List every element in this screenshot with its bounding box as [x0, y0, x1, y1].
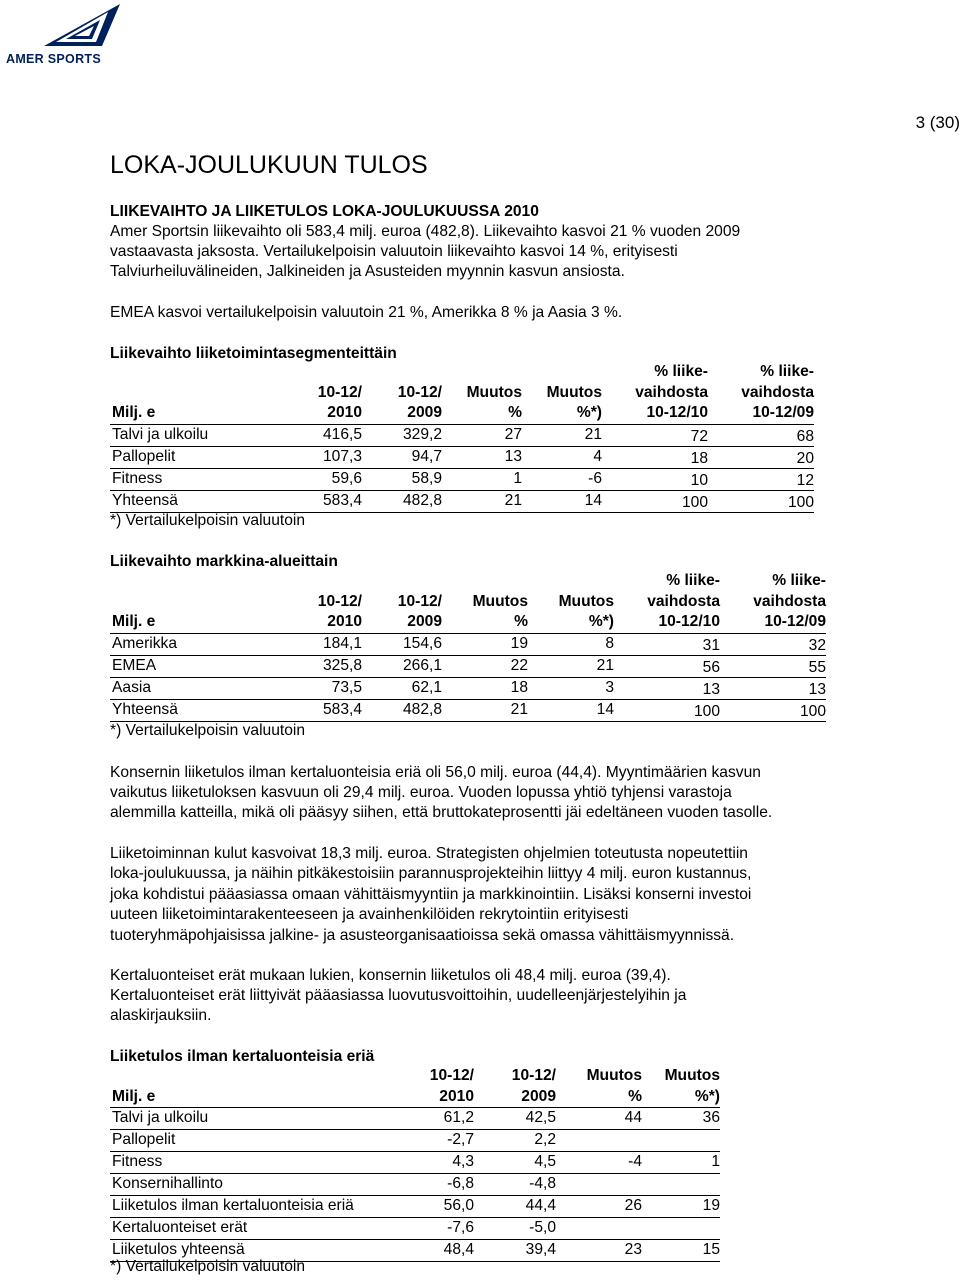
segment-table-caption: Liikevaihto liiketoimintasegmenteittäin [110, 345, 397, 362]
table-cell: -6,8 [374, 1174, 474, 1196]
table-row [110, 633, 826, 655]
table-cell: 4,3 [374, 1152, 474, 1174]
table-row [110, 468, 814, 490]
amer-sports-logo [4, 2, 128, 68]
table-row [110, 1152, 720, 1174]
table-cell: 36 [642, 1108, 720, 1130]
table-cell: 583,4 [286, 490, 362, 512]
table-cell: 8 [528, 633, 614, 655]
table-row [110, 424, 814, 446]
header-cell: 10-12/ 2009 [362, 362, 442, 424]
profit-para-line-2: vaikutus liiketuloksen kasvuun oli 29,4 milj. euroa. Vuoden lopussa yhtiö tyhjensi varastoja [110, 784, 732, 801]
nonrecurring-para-line-1: Kertaluonteiset erät mukaan lukien, konsernin liiketulos oli 48,4 milj. euroa (39,4). [110, 967, 671, 984]
table-row [110, 1174, 720, 1196]
page-title: LOKA-JOULUKUUN TULOS [110, 151, 428, 179]
table-cell: EMEA [110, 655, 286, 677]
table-cell [556, 1130, 642, 1152]
header-cell: Muutos % [556, 1066, 642, 1108]
table-cell: 73,5 [286, 677, 362, 699]
table-cell: Fitness [110, 468, 286, 490]
table-cell: 61,2 [374, 1108, 474, 1130]
table-row [110, 446, 814, 468]
table-cell: 72 [602, 424, 708, 446]
table-cell: 13 [614, 677, 720, 699]
header-cell: Muutos %*) [528, 571, 614, 633]
header-cell: 10-12/ 2009 [362, 571, 442, 633]
table-cell: 21 [442, 490, 522, 512]
header-cell: % liike- vaihdosta 10-12/09 [720, 571, 826, 633]
table-cell: Fitness [110, 1152, 374, 1174]
table-row [110, 490, 814, 512]
table-cell: 32 [720, 633, 826, 655]
table-cell: Liiketulos yhteensä [110, 1240, 374, 1262]
table-cell: 416,5 [286, 424, 362, 446]
logo-text: AMER SPORTS [6, 52, 101, 66]
table-row [110, 1130, 720, 1152]
table-cell: Pallopelit [110, 446, 286, 468]
table-cell: 21 [522, 424, 602, 446]
section-heading: LIIKEVAIHTO JA LIIKETULOS LOKA-JOULUKUUSSA 2010 [110, 203, 539, 220]
table-row [110, 677, 826, 699]
market-table-header [110, 571, 826, 633]
table-cell: 12 [708, 468, 814, 490]
table-row [110, 699, 826, 721]
table-cell: 19 [442, 633, 528, 655]
table-cell: Liiketulos ilman kertaluonteisia eriä [110, 1196, 374, 1218]
table-cell [556, 1218, 642, 1240]
header-cell: Muutos % [442, 571, 528, 633]
intro-line-1: Amer Sportsin liikevaihto oli 583,4 milj. euroa (482,8). Liikevaihto kasvoi 21 % vuoden 2009 [110, 223, 741, 240]
table-cell: 19 [642, 1196, 720, 1218]
op-table-footnote: *) Vertailukelpoisin valuutoin [110, 1258, 306, 1275]
market-table-footnote: *) Vertailukelpoisin valuutoin [110, 722, 306, 739]
table-cell [642, 1130, 720, 1152]
table-cell: Aasia [110, 677, 286, 699]
table-cell: 68 [708, 424, 814, 446]
table-cell: -5,0 [474, 1218, 556, 1240]
table-cell: 59,6 [286, 468, 362, 490]
table-cell: Talvi ja ulkoilu [110, 424, 286, 446]
op-table-header [110, 1066, 720, 1108]
table-cell: 56,0 [374, 1196, 474, 1218]
table-cell: 55 [720, 655, 826, 677]
intro-line-3: Talviurheiluvälineiden, Jalkineiden ja Asusteiden myynnin kasvun ansiosta. [110, 263, 625, 280]
header-cell: Milj. e [110, 571, 286, 633]
table-cell: -6 [522, 468, 602, 490]
profit-para-line-1: Konsernin liiketulos ilman kertaluonteisia eriä oli 56,0 milj. euroa (44,4). Myyntimäärien kasvun [110, 764, 761, 781]
table-cell: 42,5 [474, 1108, 556, 1130]
table-cell: 100 [602, 490, 708, 512]
table-cell: 21 [528, 655, 614, 677]
table-cell: 482,8 [362, 699, 442, 721]
costs-para-line-5: tuoteryhmäpohjaisissa jalkine- ja asusteorganisaatioissa sekä omassa vähittäismyynnissä. [110, 927, 735, 944]
op-table-caption: Liiketulos ilman kertaluonteisia eriä [110, 1048, 375, 1065]
segment-table [110, 362, 814, 513]
page-number: 3 (30) [915, 113, 960, 132]
table-cell: Amerikka [110, 633, 286, 655]
table-cell: Pallopelit [110, 1130, 374, 1152]
table-cell: 583,4 [286, 699, 362, 721]
table-cell: 14 [528, 699, 614, 721]
table-cell: Talvi ja ulkoilu [110, 1108, 374, 1130]
table-cell: 10 [602, 468, 708, 490]
header-cell: Milj. e [110, 362, 286, 424]
table-cell: 21 [442, 699, 528, 721]
market-table-caption: Liikevaihto markkina-alueittain [110, 553, 338, 570]
table-cell: 15 [642, 1240, 720, 1262]
table-cell: 56 [614, 655, 720, 677]
table-cell: 26 [556, 1196, 642, 1218]
table-cell: Kertaluonteiset erät [110, 1218, 374, 1240]
table-cell: 13 [442, 446, 522, 468]
table-cell: -7,6 [374, 1218, 474, 1240]
table-cell: 39,4 [474, 1240, 556, 1262]
table-cell: 18 [442, 677, 528, 699]
nonrecurring-para-line-3: alaskirjauksiin. [110, 1007, 212, 1024]
table-cell: Konsernihallinto [110, 1174, 374, 1196]
operating-profit-table [110, 1066, 720, 1262]
table-cell: 62,1 [362, 677, 442, 699]
table-cell: 20 [708, 446, 814, 468]
table-cell: 4 [522, 446, 602, 468]
table-cell: 1 [642, 1152, 720, 1174]
table-cell: 1 [442, 468, 522, 490]
table-cell [642, 1174, 720, 1196]
costs-para-line-4: uuteen liiketoimintarakenteeseen ja avainhenkilöiden rekrytointiin erityisesti [110, 906, 629, 923]
table-cell: 107,3 [286, 446, 362, 468]
table-cell: 325,8 [286, 655, 362, 677]
table-cell: 22 [442, 655, 528, 677]
table-cell: 4,5 [474, 1152, 556, 1174]
table-cell: 482,8 [362, 490, 442, 512]
table-row [110, 1218, 720, 1240]
table-cell: 48,4 [374, 1240, 474, 1262]
header-cell: 10-12/ 2009 [474, 1066, 556, 1108]
table-cell: 31 [614, 633, 720, 655]
table-cell: 329,2 [362, 424, 442, 446]
table-cell: 100 [614, 699, 720, 721]
table-cell: 100 [708, 490, 814, 512]
header-cell: % liike- vaihdosta 10-12/10 [614, 571, 720, 633]
header-cell: 10-12/ 2010 [374, 1066, 474, 1108]
table-cell: -4,8 [474, 1174, 556, 1196]
table-cell: 94,7 [362, 446, 442, 468]
table-cell: 18 [602, 446, 708, 468]
costs-para-line-3: joka kohdistui pääasiassa omaan vähittäismyyntiin ja markkinointiin. Lisäksi konserni investoi [110, 886, 752, 903]
header-cell: Muutos %*) [642, 1066, 720, 1108]
table-cell: 23 [556, 1240, 642, 1262]
table-cell: 44,4 [474, 1196, 556, 1218]
table-row [110, 1196, 720, 1218]
header-cell: Muutos % [442, 362, 522, 424]
table-cell: 266,1 [362, 655, 442, 677]
table-cell: Yhteensä [110, 699, 286, 721]
profit-para-line-3: alemmilla katteilla, mikä oli pääsyy siihen, että bruttokateprosentti jäi edeltäneen vuoden tasolle. [110, 804, 773, 821]
intro-line-2: vastaavasta jaksosta. Vertailukelpoisin valuutoin liikevaihto kasvoi 14 %, erityisesti [110, 243, 678, 260]
table-cell: -2,7 [374, 1130, 474, 1152]
table-cell: 13 [720, 677, 826, 699]
header-cell: % liike- vaihdosta 10-12/10 [602, 362, 708, 424]
amer-sports-emblem-icon [42, 2, 122, 48]
header-cell: Muutos %*) [522, 362, 602, 424]
nonrecurring-para-line-2: Kertaluonteiset erät liittyivät pääasiassa luovutusvoittoihin, uudelleenjärjestelyihin ja [110, 987, 687, 1004]
table-cell: 44 [556, 1108, 642, 1130]
header-cell: Milj. e [110, 1066, 374, 1108]
emea-line: EMEA kasvoi vertailukelpoisin valuutoin 21 %, Amerikka 8 % ja Aasia 3 %. [110, 304, 623, 321]
header-cell: 10-12/ 2010 [286, 571, 362, 633]
table-row [110, 655, 826, 677]
table-cell: 3 [528, 677, 614, 699]
table-cell: 154,6 [362, 633, 442, 655]
header-cell: % liike- vaihdosta 10-12/09 [708, 362, 814, 424]
table-cell: 58,9 [362, 468, 442, 490]
table-cell: 100 [720, 699, 826, 721]
segment-table-footnote: *) Vertailukelpoisin valuutoin [110, 512, 306, 529]
segment-table-header [110, 362, 814, 424]
table-cell [642, 1218, 720, 1240]
table-cell: 2,2 [474, 1130, 556, 1152]
table-cell: Yhteensä [110, 490, 286, 512]
header-cell: 10-12/ 2010 [286, 362, 362, 424]
table-cell [556, 1174, 642, 1196]
table-cell: -4 [556, 1152, 642, 1174]
table-cell: 27 [442, 424, 522, 446]
table-cell: 184,1 [286, 633, 362, 655]
costs-para-line-1: Liiketoiminnan kulut kasvoivat 18,3 milj. euroa. Strategisten ohjelmien toteutusta nopeutettiin [110, 845, 748, 862]
market-table [110, 571, 826, 722]
table-row [110, 1108, 720, 1130]
table-cell: 14 [522, 490, 602, 512]
costs-para-line-2: loka-joulukuussa, ja näihin pitkäkestoisiin parannusprojekteihin liittyy 4 milj. euron kustannus, [110, 865, 752, 882]
